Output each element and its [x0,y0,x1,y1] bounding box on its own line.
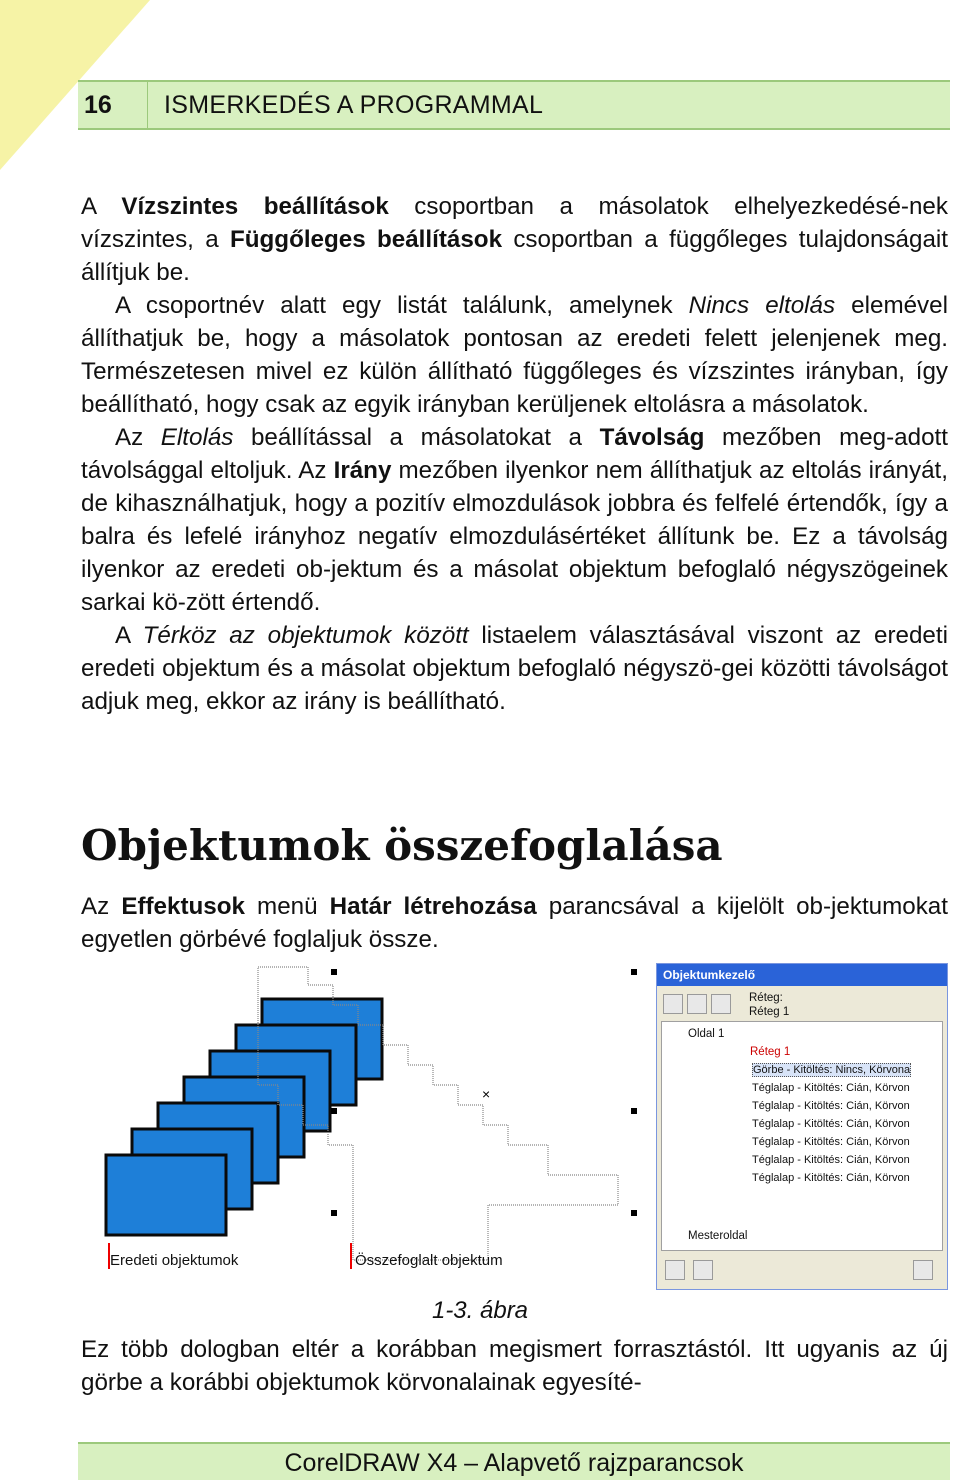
text-run: Az [115,424,161,451]
page-header [78,80,950,130]
italic-term: Térköz az objektumok között [142,622,469,649]
section-heading: Objektumok összefoglalása [81,821,723,870]
paragraph [81,421,948,619]
figure-caption: 1-3. ábra [431,1297,529,1324]
layer-value: Réteg 1 [749,1006,790,1018]
page-number: 16 [78,82,148,128]
edit-across-layers-icon[interactable] [687,994,707,1014]
tree-item[interactable] [752,1080,910,1097]
layer-manager-view-icon[interactable] [711,994,731,1014]
text-run: mezőben ilyenkor nem állíthatjuk az eltolás irányát, de kihasználhatjuk, hogy a pozitív elmozdulások jobbra és felfelé értendők, így a balra és lefelé irányhoz negatív elmozdulásértéket állítunk be. Ez a távolság ilyenkor az eredeti ob-jektum és a másolat objektum befoglaló négyszögeinek sarkai kö-zött értendő. [81,457,949,616]
paragraph [81,619,948,718]
tree-item[interactable] [752,1098,910,1115]
text-run: listaelem választásával viszont az eredeti eredeti objektum és a másolat objektum befoglaló négyszö-gei közötti távolságot adjuk meg, ekkor az irány is beállítható. [81,622,948,715]
tree-item[interactable] [752,1062,911,1079]
tree-item-label: Oldal 1 [688,1028,725,1040]
text-run: A [115,622,143,649]
layer-label: Réteg: [749,992,783,1004]
tree-item[interactable] [752,1170,910,1187]
object-tree [661,1021,943,1251]
tree-item-label: Téglalap - Kitöltés: Cián, Körvon [752,1136,910,1148]
tree-item-label: Téglalap - Kitöltés: Cián, Körvon [752,1172,910,1184]
text-run: A csoportnév alatt egy listát találunk, amelynek [115,292,689,319]
figure-label-left: Eredeti objektumok [110,1252,239,1269]
new-layer-icon[interactable] [665,1260,685,1280]
show-properties-icon[interactable] [663,994,683,1014]
center-mark: × [482,1086,491,1102]
tree-item-label: Téglalap - Kitöltés: Cián, Körvon [752,1154,910,1166]
tree-item[interactable] [688,1026,724,1043]
tree-item[interactable] [752,1116,910,1133]
figure-illustration [78,965,678,1275]
text-run: csoportban a függőleges tulajdonságait állítjuk be. [81,226,948,286]
text-run: Az [81,893,122,920]
italic-term: Nincs eltolás [688,292,836,319]
text-run: csoportban a másolatok elhelyezkedésé-nek vízszintes, a [81,193,948,253]
paragraph [81,890,948,956]
panel-title: Objektumkezelő [657,964,947,986]
text-run: beállítással a másolatokat a [233,424,600,451]
tree-item[interactable] [750,1044,790,1061]
label-marker [350,1243,352,1269]
text-run: Ez több dologban eltér a korábban megismert forrasztástól. Itt ugyanis az új görbe a korábbi objektumok körvonalainak egyesíté- [81,1336,948,1396]
paragraph [81,190,948,289]
tree-item-label: Görbe - Kitöltés: Nincs, Körvona [753,1064,911,1076]
bold-term: Függőleges beállítások [229,226,503,253]
text-run: mezőben meg-adott távolsággal eltoljuk. Az [81,424,948,484]
text-run: elemével állíthatjuk be, hogy a másolatok pontosan az eredeti felett jelenjenek meg. Természetesen mivel ez külön állítható függőleges és vízszintes irányban, így beállítható, hogy csak az egyik irányban kerüljenek eltolásra a másolatok. [81,292,948,418]
tree-item-label: Téglalap - Kitöltés: Cián, Körvon [752,1082,910,1094]
chapter-title: ISMERKEDÉS A PROGRAMMAL [164,90,544,119]
tree-item-label: Mesteroldal [688,1230,748,1242]
tree-item-label: Réteg 1 [750,1046,791,1058]
tree-item[interactable] [688,1228,747,1245]
paragraph [81,289,948,421]
body-text-lower [81,1333,948,1399]
bold-term: Irány [333,457,392,484]
new-master-layer-icon[interactable] [693,1260,713,1280]
text-run: parancsával a kijelölt ob-jektumokat egyetlen görbévé foglaljuk össze. [81,893,948,953]
original-objects [106,999,382,1235]
tree-item[interactable] [752,1134,910,1151]
tree-item-label: Téglalap - Kitöltés: Cián, Körvon [752,1100,910,1112]
trash-icon[interactable] [913,1260,933,1280]
body-text-upper [81,190,948,718]
tree-item-label: Téglalap - Kitöltés: Cián, Körvon [752,1118,910,1130]
tree-item[interactable] [752,1152,910,1169]
bold-term: Vízszintes beállítások [121,193,389,220]
figure-label-right: Összefoglalt objektum [355,1252,503,1269]
italic-term: Eltolás [160,424,234,451]
object-manager-panel [656,963,948,1290]
text-run: A [81,193,122,220]
bold-term: Határ létrehozása [329,893,537,920]
page-footer: CorelDRAW X4 – Alapvető rajzparancsok [78,1442,950,1480]
original-rectangle [106,1155,226,1235]
bold-term: Távolság [599,424,705,451]
bold-term: Effektusok [121,893,245,920]
body-text-section [81,890,948,956]
paragraph [81,1333,948,1399]
text-run: menü [244,893,330,920]
